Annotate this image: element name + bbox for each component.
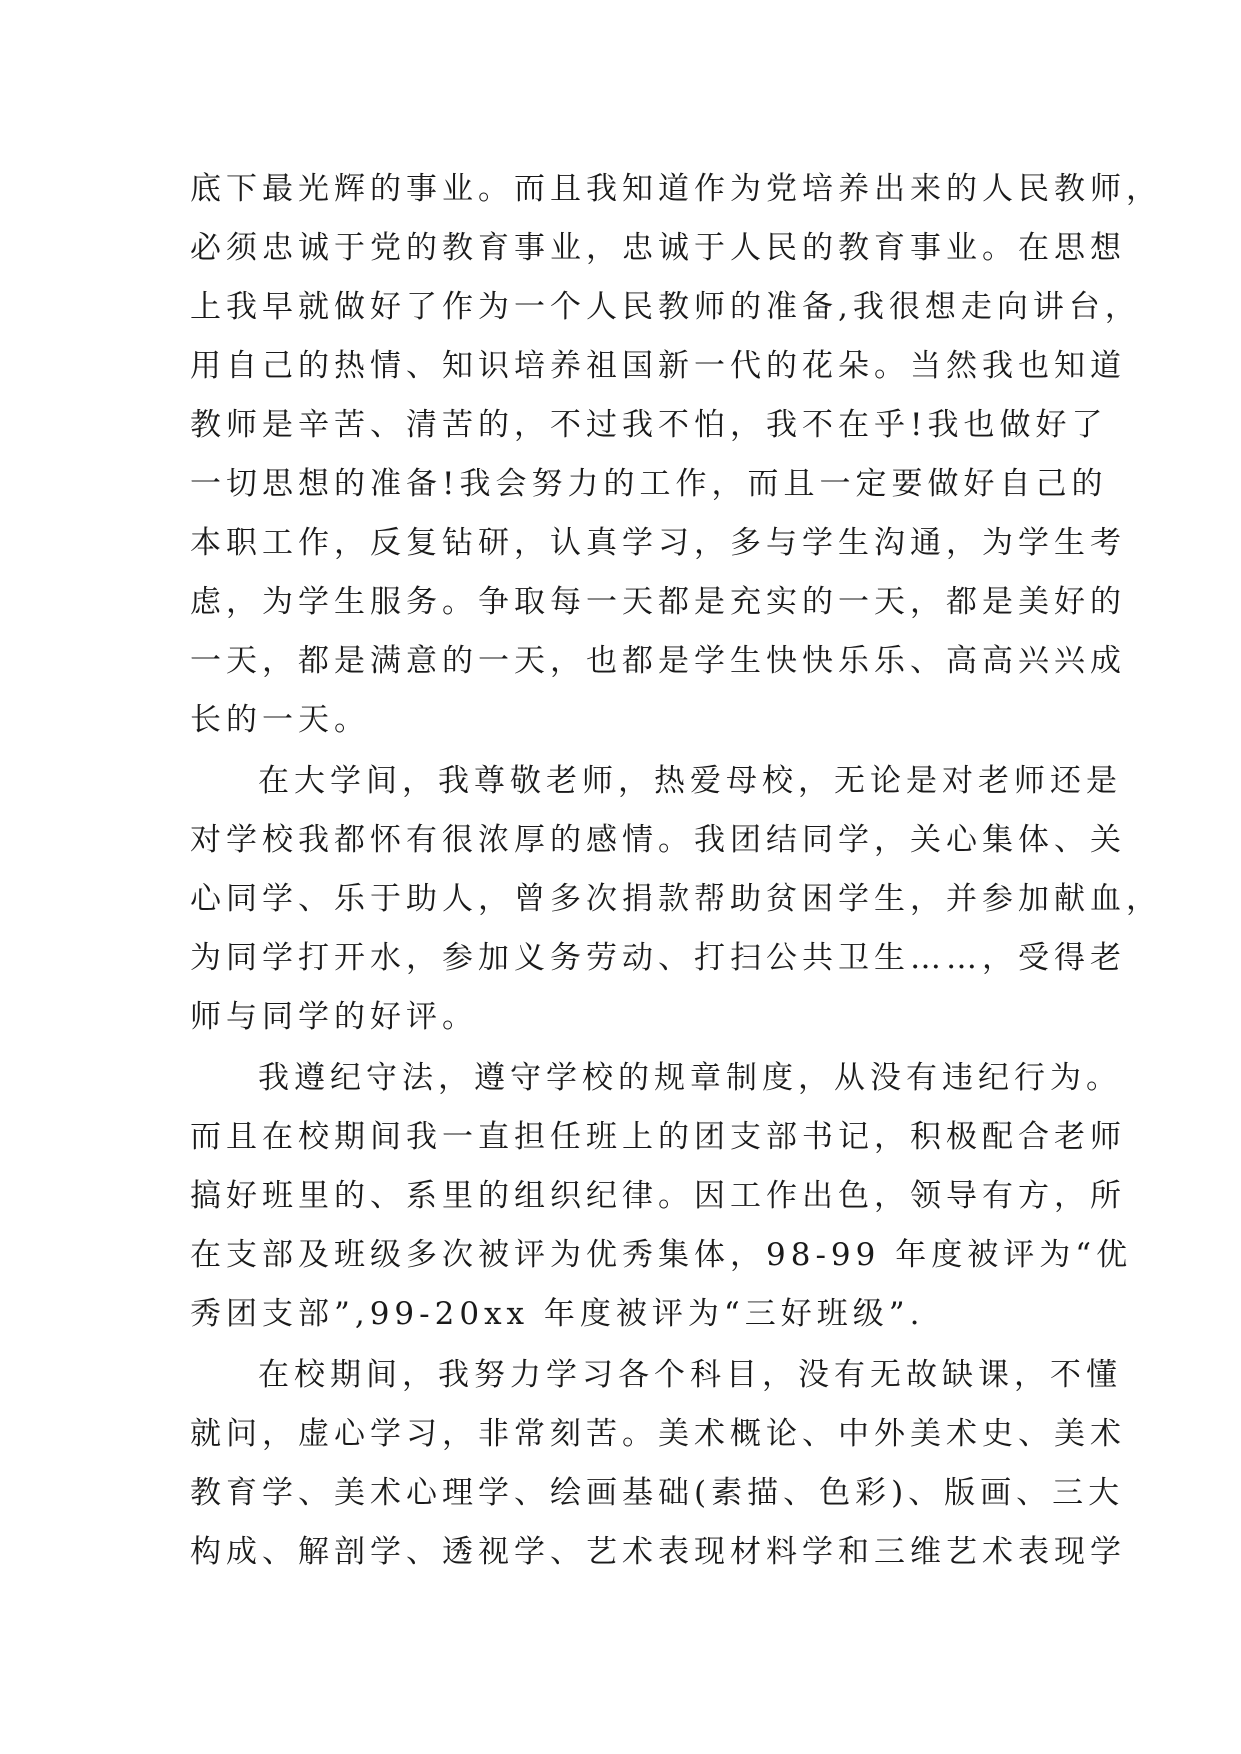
- text-line: 而且在校期间我一直担任班上的团支部书记，积极配合老师: [190, 1119, 1126, 1155]
- text-line: 师与同学的好评。: [190, 999, 478, 1035]
- text-line: 长的一天。: [190, 702, 370, 738]
- text-line: 上我早就做好了作为一个人民教师的准备,我很想走向讲台，: [190, 289, 1141, 325]
- text-line: 秀团支部”,99-20xx 年度被评为“三好班级”.: [190, 1296, 925, 1332]
- text-line: 一切思想的准备!我会努力的工作，而且一定要做好自己的: [190, 466, 1108, 502]
- text-line: 底下最光辉的事业。而且我知道作为党培养出来的人民教师，: [190, 171, 1162, 207]
- paragraph-first-line: 在大学间，我尊敬老师，热爱母校，无论是对老师还是: [258, 763, 1122, 799]
- paragraph-first-line: 在校期间，我努力学习各个科目，没有无故缺课，不懂: [258, 1357, 1122, 1393]
- text-line: 虑，为学生服务。争取每一天都是充实的一天，都是美好的: [190, 584, 1126, 620]
- text-line: 就问，虚心学习，非常刻苦。美术概论、中外美术史、美术: [190, 1416, 1126, 1452]
- text-line: 为同学打开水，参加义务劳动、打扫公共卫生……，受得老: [190, 940, 1126, 976]
- body-text: [190, 160, 1162, 1582]
- text-line: 搞好班里的、系里的组织纪律。因工作出色，领导有方，所: [190, 1178, 1126, 1214]
- text-line: 必须忠诚于党的教育事业，忠诚于人民的教育事业。在思想: [190, 230, 1126, 266]
- text-line: 用自己的热情、知识培养祖国新一代的花朵。当然我也知道: [190, 348, 1126, 384]
- text-line: 构成、解剖学、透视学、艺术表现材料学和三维艺术表现学: [190, 1534, 1126, 1570]
- paragraph-first-line: 我遵纪守法，遵守学校的规章制度，从没有违纪行为。: [258, 1060, 1122, 1096]
- text-line: 心同学、乐于助人，曾多次捐款帮助贫困学生，并参加献血，: [190, 881, 1162, 917]
- text-line: 在支部及班级多次被评为优秀集体，98-99 年度被评为“优: [190, 1237, 1133, 1273]
- text-line: 一天，都是满意的一天，也都是学生快快乐乐、高高兴兴成: [190, 643, 1126, 679]
- text-line: 教育学、美术心理学、绘画基础(素描、色彩)、版画、三大: [190, 1475, 1125, 1511]
- text-line: 本职工作，反复钻研，认真学习，多与学生沟通，为学生考: [190, 525, 1126, 561]
- text-line: 教师是辛苦、清苦的，不过我不怕，我不在乎!我也做好了: [190, 407, 1108, 443]
- text-line: 对学校我都怀有很浓厚的感情。我团结同学，关心集体、关: [190, 822, 1126, 858]
